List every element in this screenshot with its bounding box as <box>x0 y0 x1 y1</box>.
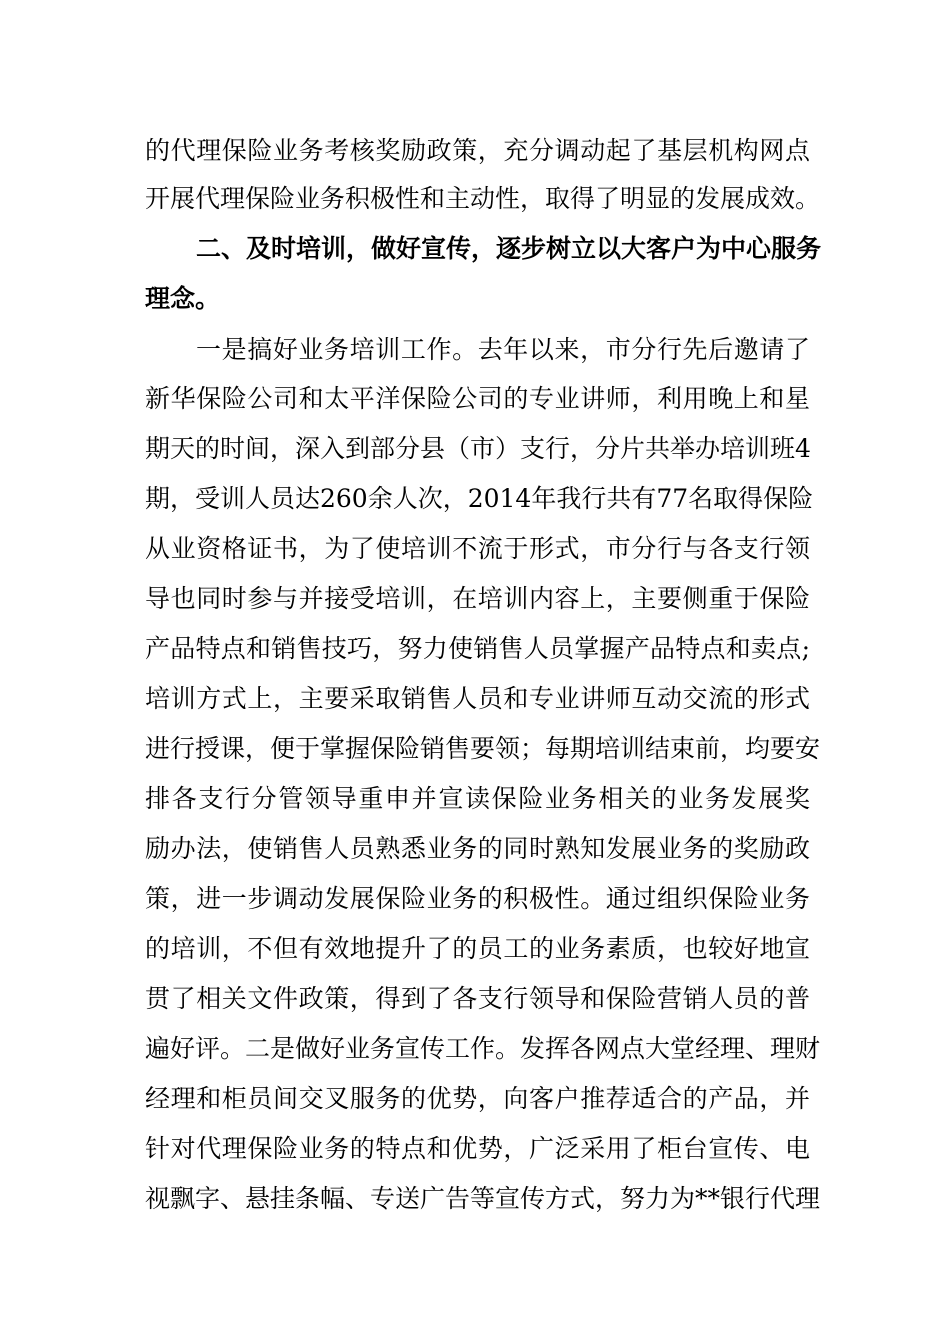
body-text-line: 导也同时参与并接受培训，在培训内容上，主要侧重于保险 <box>145 584 810 613</box>
section-heading-continuation: 理念。 <box>145 284 221 313</box>
body-text-line: 视飘字、悬挂条幅、专送广告等宣传方式，努力为**银行代理 <box>145 1184 821 1213</box>
body-text-line: 开展代理保险业务积极性和主动性，取得了明显的发展成效。 <box>145 184 821 213</box>
body-text-line: 从业资格证书，为了使培训不流于形式，市分行与各支行领 <box>145 534 810 563</box>
body-text-line: 策，进一步调动发展保险业务的积极性。通过组织保险业务 <box>145 884 810 913</box>
body-text-line: 贯了相关文件政策，得到了各支行领导和保险营销人员的普 <box>145 984 810 1013</box>
body-text-line: 期，受训人员达260余人次，2014年我行共有77名取得保险 <box>145 484 814 513</box>
body-text-line: 遍好评。二是做好业务宣传工作。发挥各网点大堂经理、理财 <box>145 1034 821 1063</box>
body-text-line: 进行授课，便于掌握保险销售要领；每期培训结束前，均要安 <box>145 734 821 763</box>
section-heading: 二、及时培训，做好宣传，逐步树立以大客户为中心服务 <box>196 234 822 263</box>
body-text-line: 针对代理保险业务的特点和优势，广泛采用了柜台宣传、电 <box>145 1134 810 1163</box>
body-text-line: 的代理保险业务考核奖励政策，充分调动起了基层机构网点 <box>145 136 810 165</box>
body-text-line: 培训方式上，主要采取销售人员和专业讲师互动交流的形式 <box>145 684 810 713</box>
body-text-line: 新华保险公司和太平洋保险公司的专业讲师，利用晚上和星 <box>145 384 810 413</box>
body-text-line: 期天的时间，深入到部分县（市）支行，分片共举办培训班4 <box>145 434 811 463</box>
body-text-line: 励办法，使销售人员熟悉业务的同时熟知发展业务的奖励政 <box>145 834 810 863</box>
body-text-line: 产品特点和销售技巧，努力使销售人员掌握产品特点和卖点; <box>145 634 810 663</box>
paragraph-first-line: 一是搞好业务培训工作。去年以来，市分行先后邀请了 <box>196 335 810 364</box>
body-text-line: 的培训，不但有效地提升了的员工的业务素质，也较好地宣 <box>145 934 810 963</box>
body-text-line: 经理和柜员间交叉服务的优势，向客户推荐适合的产品，并 <box>145 1084 810 1113</box>
body-text-line: 排各支行分管领导重申并宣读保险业务相关的业务发展奖 <box>145 784 810 813</box>
